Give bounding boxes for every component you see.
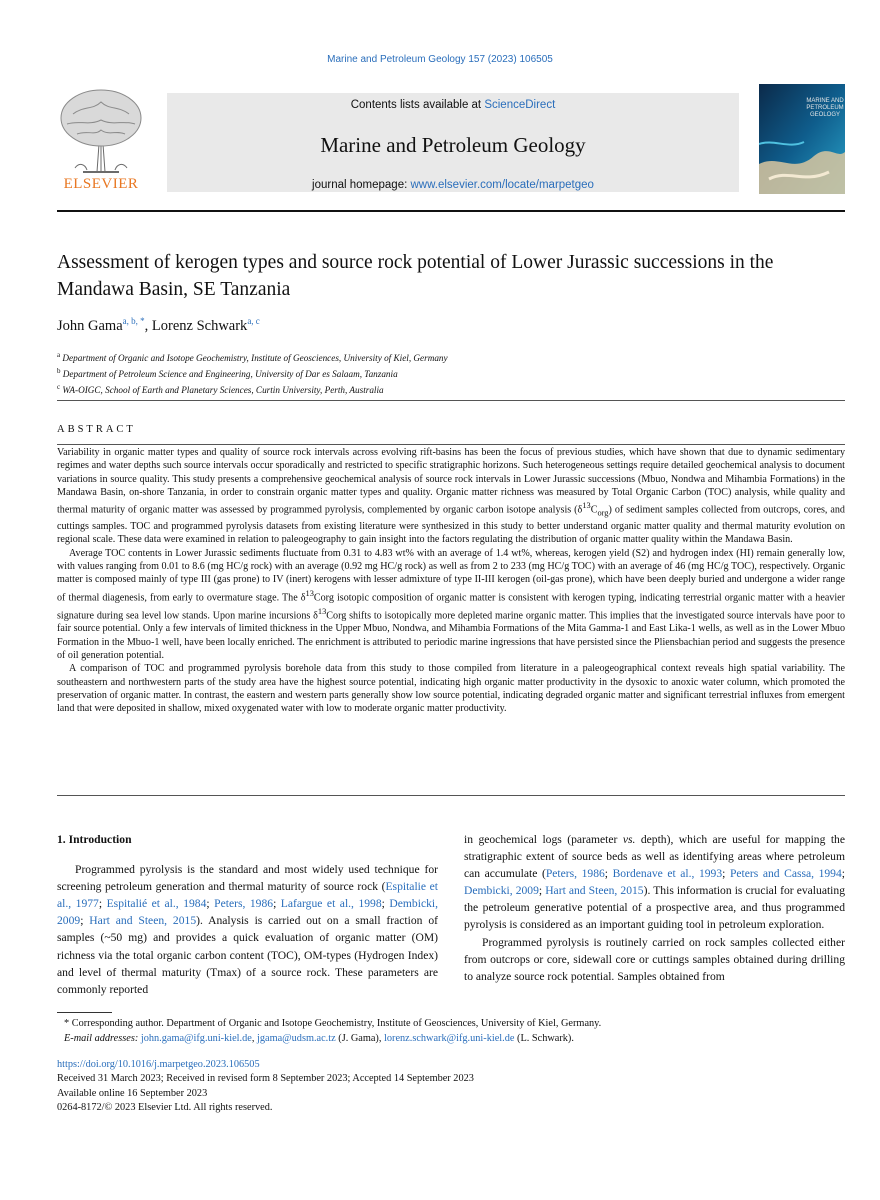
email-link[interactable]: john.gama@ifg.uni-kiel.de xyxy=(140,1033,252,1044)
elsevier-tree-logo[interactable] xyxy=(53,84,149,194)
cover-title-line-1: MARINE AND xyxy=(806,98,844,104)
journal-cover-thumbnail[interactable] xyxy=(759,84,845,194)
author-affiliation-marks[interactable]: a, c xyxy=(247,316,260,326)
journal-citation[interactable]: Marine and Petroleum Geology 157 (2023) 106505 xyxy=(327,54,553,65)
homepage-line: journal homepage: www.elsevier.com/locate/marpetgeo xyxy=(312,179,594,191)
affiliation-item: $^c$ WA-OIGC, School of Earth and Planetary Sciences, Curtin University, Perth, Australia xyxy=(57,383,384,396)
citation-link[interactable]: Peters and Cassa, 1994 xyxy=(729,867,842,881)
abstract-paragraph: Variability in organic matter types and quality of source rock intervals across evolving rift-basins has been the focus of previous studies, which have shown that due to dynamic sedimentary regimes and water depths such source intervals occur sporadically and restricted to specific stratigraphic horizons. Such heterogeneous settings require detailed geochemical analysis to document variations in source quality. This study presents a comprehensive geochemical analysis of source rock intervals in Lower Jurassic successions (Mbuo, Nondwa and Mihambia Formations) in the Mandawa Basin, on-shore Tanzania, in order to constrain organic matter types and quality. Organic matter richness was measured by Total Organic Carbon (TOC) analysis, while quality and thermal maturity of organic matter was assessed by programmed pyrolysis, complemented by organic carbon isotope analysis $(\delta^{13}C_{org})$ of sediment samples collected from outcrops, cores, and cuttings samples. TOC and programmed pyrolysis datasets from existing literature were synthesized in this study to better understand organic matter quality and thermal maturity evolution on regional scale. These data were examined in relation to paleogeography to gain insight into the factors regulating the distribution of organic matter quality within the Mandawa Basin. xyxy=(57,447,845,546)
abstract-body xyxy=(57,446,845,716)
left-column xyxy=(57,831,438,998)
body-paragraph: Programmed pyrolysis is routinely carried on rock samples collected either from outcrops or core, sidewall core or cuttings samples obtained during drilling to analyze source rock potential. Samples obtained from xyxy=(464,935,845,983)
citation-link[interactable]: Espitalie et al., 1977 xyxy=(57,880,438,911)
footnotes xyxy=(57,1016,845,1046)
citation-link[interactable]: Hart and Steen, 2015 xyxy=(89,914,197,928)
email-link[interactable]: lorenz.schwark@ifg.uni-kiel.de xyxy=(384,1033,515,1044)
abstract-paragraph: A comparison of TOC and programmed pyrolysis borehole data from this study to those compiled from literature in a paleogeographical context reveals high spatial variability. The southeastern and northwestern parts of the study area have the highest source potential, indicating high organic matter productivity in the dysoxic to anoxic water column, which promoted the preservation of organic matter. In contrast, the eastern and western parts generally show low source potential, indicating degraded organic matter and significant terrestrial influxes from emergent land that were deposited in shallow, mixed oxygenated water with low to moderate organic matter productivity. xyxy=(57,663,845,715)
affiliation-item: $^b$ Department of Petroleum Science and Engineering, University of Dar es Salaam, Tanzania xyxy=(57,367,398,380)
doi-link[interactable]: https://doi.org/10.1016/j.marpetgeo.2023.106505 xyxy=(57,1059,260,1070)
right-column xyxy=(464,831,845,985)
citation-link[interactable]: Dembicki, 2009 xyxy=(464,884,539,898)
sciencedirect-link[interactable]: ScienceDirect xyxy=(484,99,556,111)
cover-title-line-3: GEOLOGY xyxy=(809,112,841,118)
publication-info xyxy=(57,1058,474,1115)
author-name[interactable]: Lorenz Schwark xyxy=(151,317,248,334)
affiliation-item: $^a$ Department of Organic and Isotope Geochemistry, Institute of Geosciences, University of Kiel, Germany xyxy=(57,351,448,364)
abstract-bottom-rule xyxy=(57,795,845,796)
abstract-heading: ABSTRACT xyxy=(57,424,136,435)
journal-name: Marine and Petroleum Geology xyxy=(320,133,586,157)
section-heading: 1. Introduction xyxy=(57,833,132,846)
received-dates: Received 31 March 2023; Received in revised form 8 September 2023; Accepted 14 September 2023 xyxy=(57,1073,474,1085)
footnote-rule xyxy=(57,1012,112,1013)
affiliations xyxy=(57,349,448,397)
email-note: E-mail addresses: john.gama@ifg.uni-kiel.de, jgama@udsm.ac.tz (J. Gama), lorenz.schwark@ifg.uni-kiel.de (L. Schwark). xyxy=(64,1033,574,1044)
citation-link[interactable]: Hart and Steen, 2015 xyxy=(545,884,644,898)
masthead xyxy=(53,84,845,196)
email-link[interactable]: jgama@udsm.ac.tz xyxy=(257,1033,336,1044)
affiliation-rule xyxy=(57,400,845,401)
citation-link[interactable]: Espitalié et al., 1984 xyxy=(106,897,207,911)
abstract-top-rule xyxy=(57,444,845,445)
body-paragraph: in geochemical logs (parameter vs. depth), which are useful for mapping the stratigraphic extent of source beds as well as identifying areas where petroleum can accumulate (Peters, 1986; Bordenave et al., 1993; Peters and Cassa, 1994; Dembicki, 2009; Hart and Steen, 2015). This information is crucial for evaluating the petroleum generative potential of a prospective area, and thus programmed pyrolysis is considered as an important guiding tool in petroleum exploration. xyxy=(464,833,846,932)
citation-link[interactable]: Peters, 1986 xyxy=(214,897,274,911)
available-date: Available online 16 September 2023 xyxy=(57,1087,208,1099)
body-paragraph: Programmed pyrolysis is the standard and most widely used technique for screening petroleum generation and thermal maturity of source rock (Espitalie et al., 1977; Espitalié et al., 1984; Peters, 1986; Lafargue et al., 1998; Dembicki, 2009; Hart and Steen, 2015). Analysis is carried out on a small fraction of samples (~50 mg) and provides a quick evaluation of organic matter (OM) richness via the total organic carbon content (TOC), OM-types (Hydrogen Index) and level of thermal maturity (Tmax) of a source rock. These parameters are commonly reported xyxy=(57,863,439,996)
contents-line: Contents lists available at ScienceDirect xyxy=(350,99,556,111)
header-rule xyxy=(57,210,845,212)
article-title: Assessment of kerogen types and source rock potential of Lower Jurassic successions in the Mandawa Basin, SE Tanzania xyxy=(57,252,774,300)
abstract-paragraph: Average TOC contents in Lower Jurassic sediments fluctuate from 0.31 to 4.83 wt% with an average of 1.4 wt%, whereas, kerogen yield (S2) and hydrogen index (HI) remain generally low, with values ranging from 0.01 to 8.6 (mg HC/g rock) with an average (0.92 mg HC/g rock) as well as from 2 to 233 (mg HC/g TOC) with an average of 46 (mg HC/g TOC), respectively. Organic matter is composed mainly of type III (gas prone) to IV (inert) kerogens with lesser admixture of type II-III kerogen (oil-gas prone), which have been deeply buried and undergone a wider range of thermal diagenesis, from early to overmature stage. The $\delta^{13}Corg$ isotopic composition of organic matter is consistent with kerogen typing, indicating terrestrial organic matter with a heavier signature during sea level low stands. Upon marine incursions $\delta^{13}Corg$ shifts to isotopically more depleted marine organic matter. This implies that the investigated source intervals have poor to fair source potential. Only a few intervals of limited thickness in the Upper Mbuo, Nondwa, and Mihambia Formations of the Mita Gamma-1 and East Lika-1 wells, as well as in the Lower Mbuo Formation in the Mbuo-1 well, have been locally enriched. The enrichment is attributed to periodic marine ingressions that have persisted since the Pliensbachian period and suggests the presence of oil generation potential. xyxy=(57,547,845,661)
journal-homepage-link[interactable]: www.elsevier.com/locate/marpetgeo xyxy=(410,179,594,191)
author-affiliation-marks[interactable]: a, b, * xyxy=(122,316,145,326)
author-name[interactable]: John Gama xyxy=(57,317,123,334)
elsevier-wordmark: ELSEVIER xyxy=(63,176,139,192)
copyright: 0264-8172/© 2023 Elsevier Ltd. All rights reserved. xyxy=(57,1101,273,1113)
author-list: John Gama$^{a, b, *}$, Lorenz Schwark$^{a, c}$ xyxy=(57,316,260,334)
citation-link[interactable]: Bordenave et al., 1993 xyxy=(612,867,723,881)
citation-link[interactable]: Lafargue et al., 1998 xyxy=(280,897,382,911)
cover-title-line-2: PETROLEUM xyxy=(806,105,844,111)
citation-link[interactable]: Peters, 1986 xyxy=(545,867,605,881)
corresponding-author-note: * Corresponding author. Department of Organic and Isotope Geochemistry, Institute of Geosciences, University of Kiel, Germany. xyxy=(64,1018,602,1029)
journal-banner xyxy=(167,93,739,192)
citation-link[interactable]: Dembicki, 2009 xyxy=(57,897,439,928)
